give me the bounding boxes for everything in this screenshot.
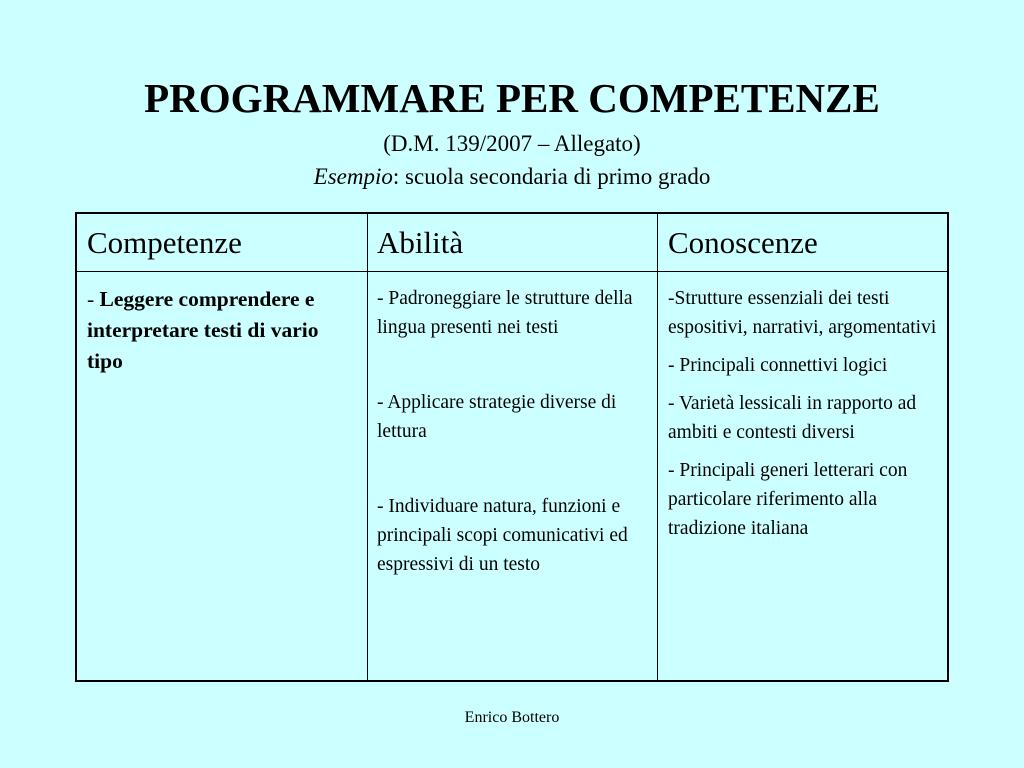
example-line bbox=[0, 163, 1024, 191]
competence-table bbox=[75, 212, 949, 682]
conoscenze-item: - Principali generi letterari con particolare riferimento alla tradizione italiana bbox=[668, 460, 908, 539]
header-conoscenze: Conoscenze bbox=[668, 225, 818, 260]
slide-subtitle: (D.M. 139/2007 – Allegato) bbox=[383, 131, 641, 156]
competenze-text: Leggere comprendere e interpretare testi di vario tipo bbox=[87, 287, 319, 373]
abilita-item: - Individuare natura, funzioni e principali scopi comunicativi ed espressivi di un testo bbox=[377, 496, 628, 575]
conoscenze-cell bbox=[668, 284, 946, 552]
column-divider bbox=[367, 214, 368, 680]
competenze-cell bbox=[87, 284, 359, 377]
header-divider bbox=[77, 271, 947, 272]
abilita-cell bbox=[377, 284, 651, 579]
abilita-item: - Applicare strategie diverse di lettura bbox=[377, 392, 617, 442]
example-text: : scuola secondaria di primo grado bbox=[392, 164, 711, 189]
example-label: Esempio bbox=[313, 164, 393, 189]
abilita-item: - Padroneggiare le strutture della lingua presenti nei testi bbox=[377, 288, 633, 338]
header-abilita: Abilità bbox=[377, 225, 464, 260]
competenze-dash: - bbox=[87, 287, 100, 311]
column-divider bbox=[657, 214, 658, 680]
conoscenze-item: -Strutture essenziali dei testi espositivi, narrativi, argomentativi bbox=[668, 288, 937, 338]
header-competenze: Competenze bbox=[87, 225, 242, 260]
slide-title: PROGRAMMARE PER COMPETENZE bbox=[144, 75, 880, 121]
conoscenze-item: - Varietà lessicali in rapporto ad ambiti e contesti diversi bbox=[668, 393, 917, 443]
conoscenze-item: - Principali connettivi logici bbox=[668, 355, 888, 376]
footer-author: Enrico Bottero bbox=[464, 709, 560, 726]
